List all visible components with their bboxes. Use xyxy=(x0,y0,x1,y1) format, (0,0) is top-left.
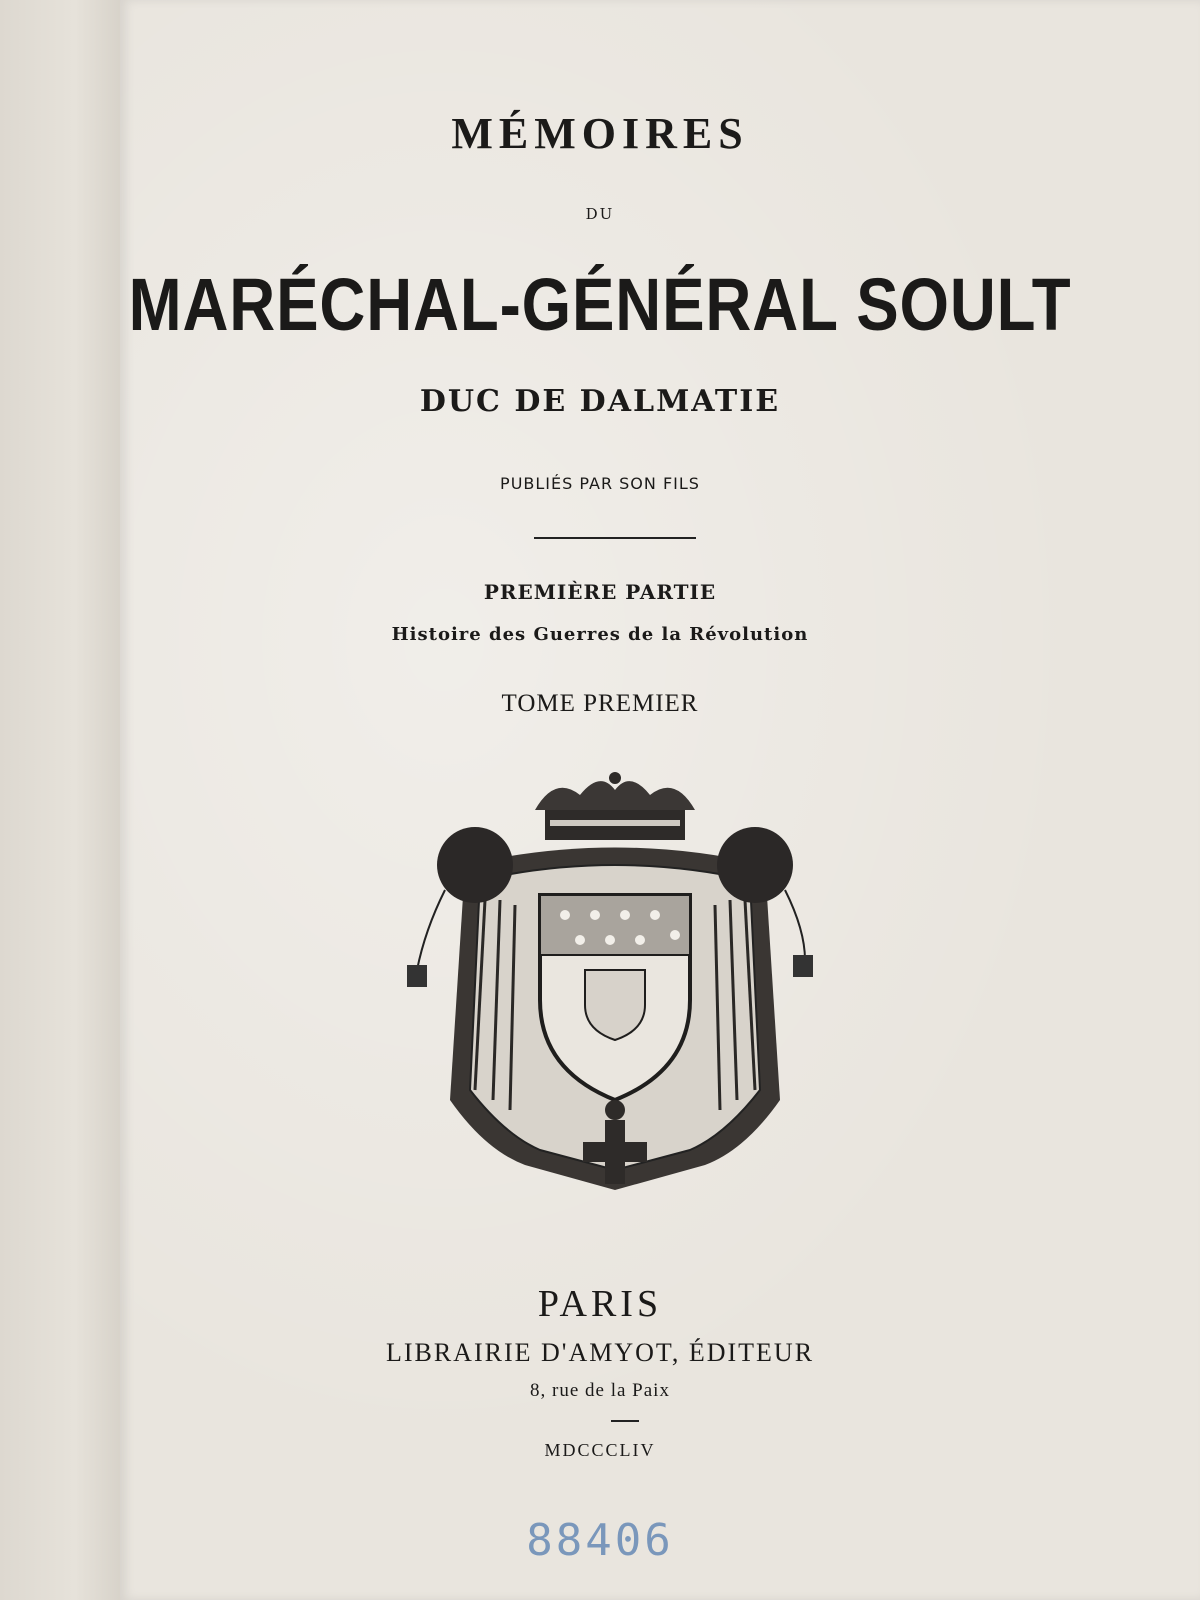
coat-of-arms-icon xyxy=(405,770,825,1210)
volume-label: TOME PREMIER xyxy=(501,690,699,717)
subtitle: DUC DE DALMATIE xyxy=(419,384,781,419)
title-memoires: MÉMOIRES xyxy=(451,109,749,158)
divider-rule xyxy=(534,537,696,539)
library-stamp-number: 88406 xyxy=(526,1515,674,1566)
imprint-year: MDCCCLIV xyxy=(544,1440,656,1460)
main-title: MARÉCHAL-GÉNÉRAL SOULT xyxy=(128,263,1072,346)
imprint-city: PARIS xyxy=(537,1283,663,1325)
imprint-address: 8, rue de la Paix xyxy=(530,1380,670,1401)
imprint-publisher: LIBRAIRIE D'AMYOT, ÉDITEUR xyxy=(385,1338,815,1367)
published-by: PUBLIÉS PAR SON FILS xyxy=(500,474,700,493)
title-connector: DU xyxy=(585,205,615,223)
part-subtitle: Histoire des Guerres de la Révolution xyxy=(391,624,809,645)
part-heading: PREMIÈRE PARTIE xyxy=(483,580,717,604)
short-divider-rule xyxy=(611,1420,639,1422)
